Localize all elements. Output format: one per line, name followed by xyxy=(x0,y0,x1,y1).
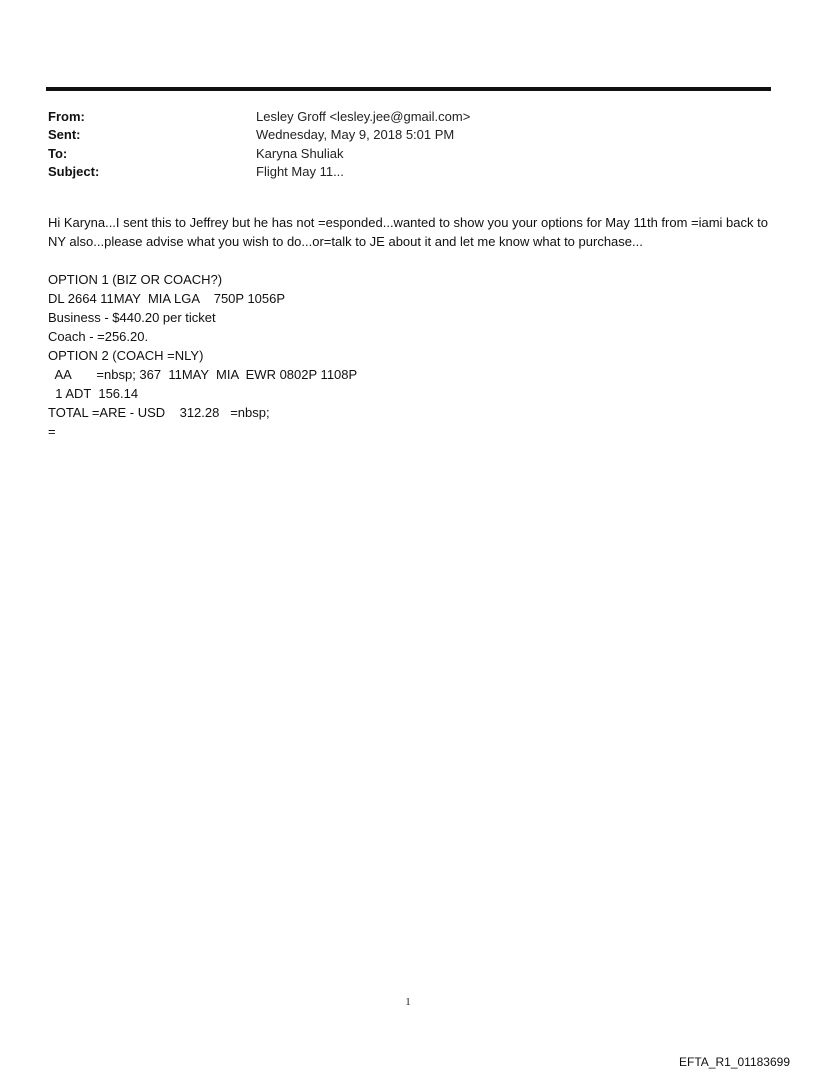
to-label: To: xyxy=(48,145,68,161)
option-2-flight: AA =nbsp; 367 11MAY MIA EWR 0802P 1108P xyxy=(48,367,358,382)
to-row xyxy=(48,144,748,163)
body-intro-paragraph: Hi Karyna...I sent this to Jeffrey but he has not =esponded...wanted to show you your options for May 11th from =iami back to NY also...please advise what you wish to do...or=talk to JE about it and let me know what to purchase... xyxy=(48,215,768,249)
option-1-coach-price: Coach - =256.20. xyxy=(48,329,149,344)
to-value: Karyna Shuliak xyxy=(256,145,344,161)
subject-row xyxy=(48,163,748,182)
paragraph-gap xyxy=(48,251,768,270)
page-number: 1 xyxy=(405,996,411,1008)
option-2-heading: OPTION 2 (COACH =NLY) xyxy=(48,348,204,363)
option-1-business-price: Business - $440.20 per ticket xyxy=(48,310,216,325)
from-value: Lesley Groff <lesley.jee@gmail.com> xyxy=(256,108,471,124)
document-id: EFTA_R1_01183699 xyxy=(679,1055,790,1069)
option-2-fare: 1 ADT 156.14 xyxy=(48,386,139,401)
option-1-flight: DL 2664 11MAY MIA LGA 750P 1056P xyxy=(48,291,286,306)
email-header-block xyxy=(48,107,748,181)
sent-label: Sent: xyxy=(48,127,81,143)
option-2-total: TOTAL =ARE - USD 312.28 =nbsp; xyxy=(48,405,270,420)
email-body xyxy=(48,213,768,441)
from-label: From: xyxy=(48,108,85,124)
sent-value: Wednesday, May 9, 2018 5:01 PM xyxy=(256,127,455,143)
sent-row xyxy=(48,126,748,145)
header-divider xyxy=(46,87,771,91)
option-1-heading: OPTION 1 (BIZ OR COACH?) xyxy=(48,272,223,287)
trailing-equals: = xyxy=(48,424,56,439)
subject-value: Flight May 11... xyxy=(256,164,344,180)
subject-label: Subject: xyxy=(48,164,100,180)
from-row xyxy=(48,107,748,126)
